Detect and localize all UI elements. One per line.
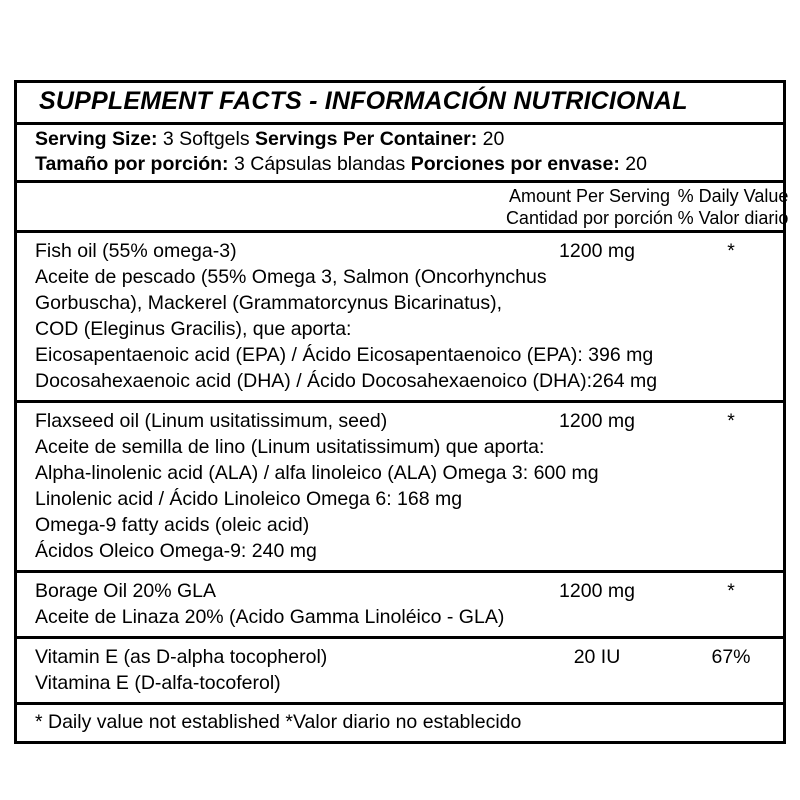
table-row [17,403,783,573]
nutrient-line: Flaxseed oil (Linum usitatissimum, seed) [35,410,388,432]
nutrient-line: Gorbuscha), Mackerel (Grammatorcynus Bicarinatus), [35,292,503,314]
supplement-facts-panel [14,80,789,744]
daily-value-header-en: % Daily Value [677,186,789,206]
serving-size-value-es: 3 Cápsulas blandas [233,153,406,175]
nutrient-line: Ácidos Oleico Omega-9: 240 mg [35,540,317,562]
serving-size-label-es: Tamaño por porción: [35,153,229,175]
amount-per-serving-header-es: Cantidad por porción [505,208,674,228]
servings-per-container-value-es: 20 [625,153,647,175]
amount-per-serving-header [497,185,682,229]
panel-title-bar [17,83,783,125]
nutrient-daily-value: * [727,240,735,262]
serving-size-label-en: Serving Size: [35,128,158,150]
serving-size-line-es [35,152,783,177]
table-row [17,639,783,705]
nutrient-daily-value: 67% [711,646,751,668]
footnote: * Daily value not established *Valor diario no establecido [35,711,522,733]
nutrient-line: Vitamin E (as D-alpha tocopherol) [35,646,328,668]
servings-per-container-value-en: 20 [482,128,505,150]
nutrient-daily-value: * [727,580,735,602]
servings-per-container-label-es: Porciones por envase: [410,153,620,175]
column-headers [17,183,789,233]
serving-size-line-en [35,127,783,152]
daily-value-header-es: % Valor diario [677,208,789,228]
nutrient-daily-value: * [727,410,735,432]
nutrient-line: Omega-9 fatty acids (oleic acid) [35,514,310,536]
nutrient-line: Docosahexaenoic acid (DHA) / Ácido Docosahexaenoico (DHA):264 mg [35,370,658,392]
servings-per-container-label-en: Servings Per Container: [255,128,478,150]
nutrient-line: Borage Oil 20% GLA [35,580,217,602]
serving-info-block [17,125,783,183]
amount-per-serving-header-en: Amount Per Serving [508,186,671,206]
serving-size-value-en: 3 Softgels [162,128,250,150]
nutrient-amount: 20 IU [573,646,621,668]
nutrient-amount: 1200 mg [559,580,635,602]
nutrient-line: Vitamina E (D-alfa-tocoferol) [35,672,281,694]
nutrient-line: Fish oil (55% omega-3) [35,240,237,262]
nutrient-line: Eicosapentaenoic acid (EPA) / Ácido Eicosapentaenoico (EPA): 396 mg [35,344,654,366]
nutrient-amount: 1200 mg [559,240,635,262]
nutrient-line: Aceite de semilla de lino (Linum usitatissimum) que aporta: [35,436,545,458]
nutrient-line: Aceite de pescado (55% Omega 3, Salmon (Oncorhynchus [35,266,547,288]
nutrient-amount: 1200 mg [559,410,635,432]
nutrient-line: Aceite de Linaza 20% (Acido Gamma Linoléico - GLA) [35,606,505,628]
table-row [17,573,783,639]
nutrient-line: Linolenic acid / Ácido Linoleico Omega 6: 168 mg [35,488,463,510]
nutrient-line: Alpha-linolenic acid (ALA) / alfa linoleico (ALA) Omega 3: 600 mg [35,462,599,484]
nutrient-line: COD (Eleginus Gracilis), que aporta: [35,318,352,340]
page-title: SUPPLEMENT FACTS - INFORMACIÓN NUTRICIONAL [39,87,688,115]
daily-value-header [677,185,789,229]
table-row [17,233,783,403]
